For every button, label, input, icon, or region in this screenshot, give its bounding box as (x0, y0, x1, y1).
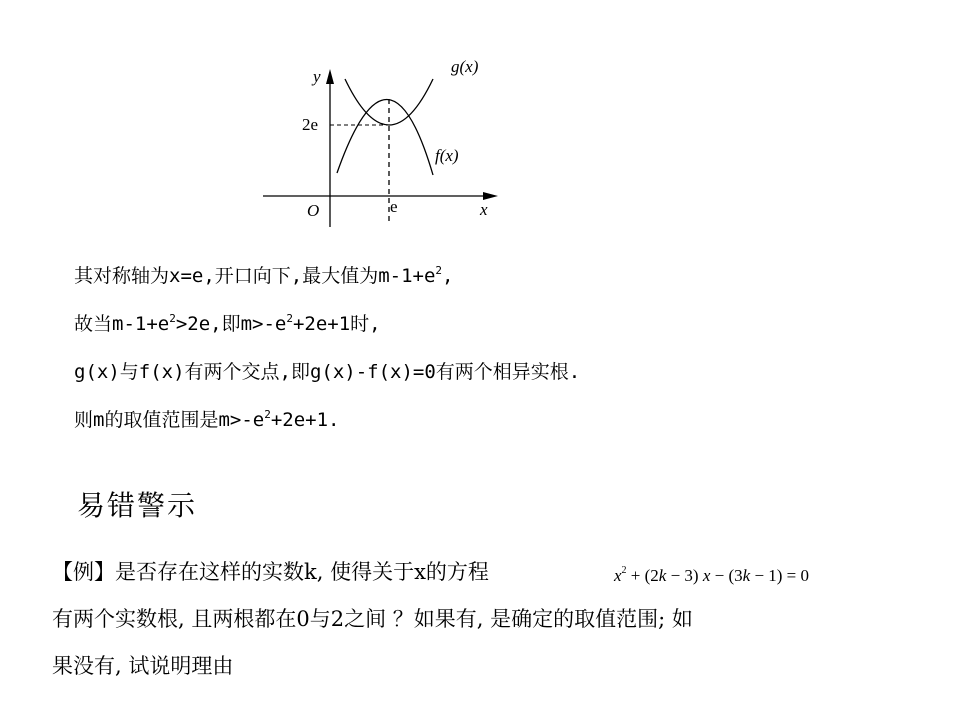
curve-g-label: g(x) (451, 57, 479, 76)
solution-line-4-tail: +2e+1. (270, 409, 340, 431)
solution-line-2-tail: +2e+1时, (292, 313, 381, 335)
solution-line-1 (74, 261, 453, 288)
solution-line-3-text: g(x)与f(x)有两个交点,即g(x)-f(x)=0有两个相异实根. (74, 361, 581, 383)
x-axis-label: x (480, 200, 488, 219)
y-tick-2e-label: 2e (302, 115, 319, 134)
solution-line-2-mid: >2e,即m>-e (175, 313, 287, 335)
curve-f (337, 99, 433, 175)
example-line-2: 有两个实数根, 且两根都在0与2之间 ？如果有, 是确定的取值范围; 如 (52, 607, 693, 631)
curve-f-label: f(x) (435, 146, 459, 165)
superscript: 2 (435, 264, 443, 277)
superscript: 2 (286, 312, 293, 325)
graph-svg (255, 55, 505, 235)
equation-k: k (658, 566, 667, 585)
section-heading: 易错警示 (77, 489, 198, 522)
equation-exponent: 2 (621, 565, 627, 576)
equation-part-3: − (3 (710, 566, 743, 585)
example-line-1: 【例】是否存在这样的实数k, 使得关于x的方程 (52, 560, 489, 584)
equation-part-2: − 3) (666, 566, 703, 585)
equation-k: k (742, 566, 751, 585)
equation-x: x (702, 566, 711, 585)
equation-part-1: + (2 (626, 566, 659, 585)
solution-line-4 (74, 405, 339, 432)
y-axis-label: y (313, 67, 321, 86)
superscript: 2 (264, 408, 271, 421)
solution-line-4-text: 则m的取值范围是m>-e (74, 409, 265, 431)
solution-line-2-text: 故当m-1+e (74, 313, 170, 335)
example-line-3: 果没有, 试说明理由 (52, 654, 234, 678)
solution-line-1-tail: , (442, 265, 454, 287)
solution-line-1-text: 其对称轴为x=e,开口向下,最大值为m-1+e (74, 265, 436, 287)
x-tick-e-label: e (390, 197, 398, 216)
equation-part-4: − 1) = 0 (750, 566, 810, 585)
solution-line-2 (74, 309, 381, 336)
equation (614, 565, 809, 586)
x-axis-arrow-icon (483, 192, 498, 200)
function-graph (255, 55, 505, 235)
y-axis-arrow-icon (326, 69, 334, 84)
equation-x: x (614, 566, 622, 585)
superscript: 2 (169, 312, 176, 325)
solution-line-3 (74, 357, 580, 384)
origin-label: O (307, 201, 320, 220)
